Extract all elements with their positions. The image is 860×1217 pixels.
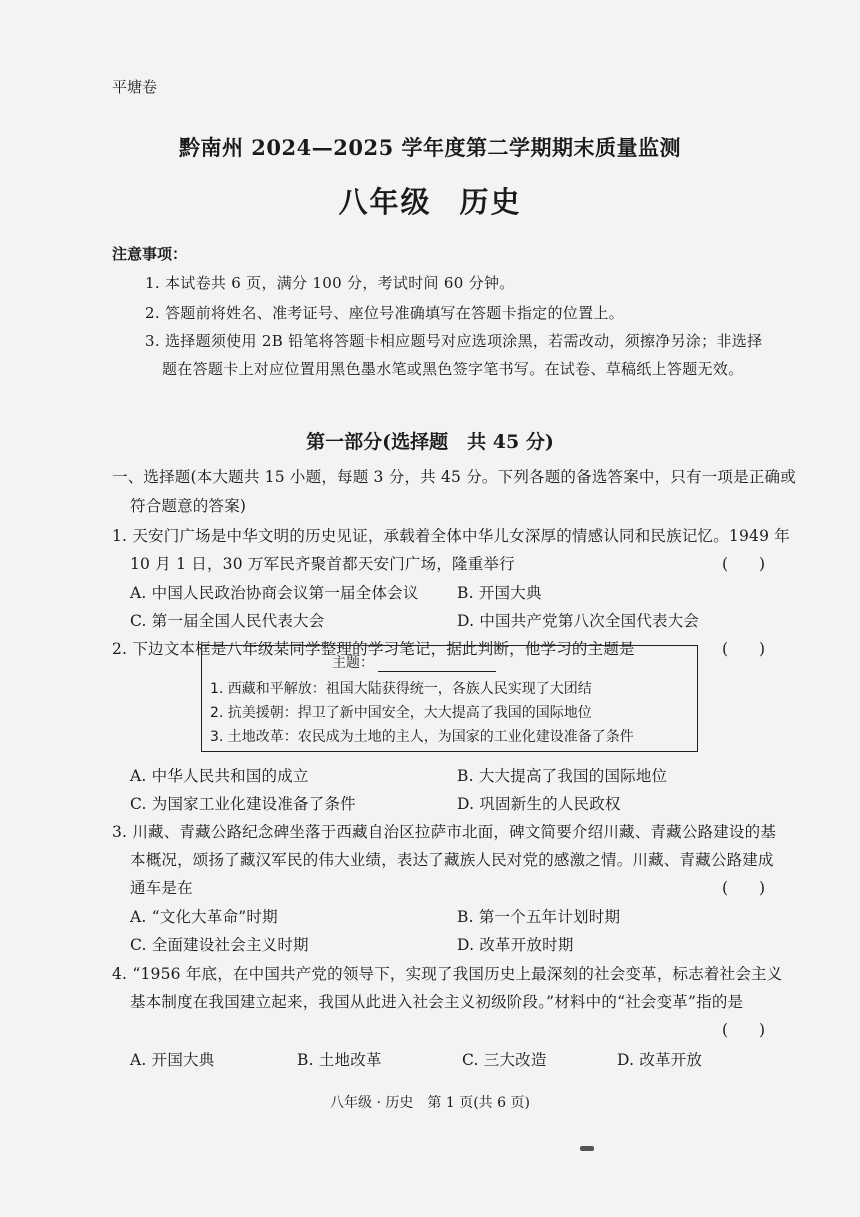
study-notes-box (201, 645, 698, 752)
page-footer: 八年级 · 历史 第 1 页(共 6 页) (330, 1095, 530, 1111)
question-3-option-d: D. 改革开放时期 (457, 936, 574, 954)
theme-blank (378, 657, 496, 672)
question-3-option-c: C. 全面建设社会主义时期 (130, 936, 309, 954)
notice-item: 2. 答题前将姓名、准考证号、座位号准确填写在答题卡指定的位置上。 (145, 304, 624, 322)
notes-line: 1. 西藏和平解放：祖国大陆获得统一，各族人民实现了大团结 (210, 681, 592, 697)
notice-item: 1. 本试卷共 6 页，满分 100 分，考试时间 60 分钟。 (145, 274, 515, 292)
notes-theme (332, 652, 496, 672)
question-4-stem: 4. “1956 年底，在中国共产党的领导下，实现了我国历史上最深刻的社会变革，标志着社会主义 (112, 965, 783, 983)
question-3-stem-cont: 通车是在 (130, 879, 193, 897)
grade-label: 八年级 (338, 185, 432, 219)
question-4-option-d: D. 改革开放 (617, 1051, 703, 1069)
question-1-option-a: A. 中国人民政治协商会议第一届全体会议 (130, 584, 419, 602)
section-instruction: 一、选择题(本大题共 15 小题，每题 3 分，共 45 分。下列各题的备选答案中，只有一项是正确或 (112, 468, 796, 486)
question-1-option-c: C. 第一届全国人民代表大会 (130, 612, 325, 630)
part-one-title: 第一部分(选择题 共 45 分) (306, 431, 554, 453)
subject-label: 历史 (459, 185, 522, 219)
answer-bracket: ( ) (722, 555, 766, 573)
question-2-option-c: C. 为国家工业化建设准备了条件 (130, 795, 356, 813)
question-1-stem-cont: 10 月 1 日，30 万军民齐聚首都天安门广场，隆重举行 (130, 555, 515, 573)
question-1-stem: 1. 天安门广场是中华文明的历史见证，承载着全体中华儿女深厚的情感认同和民族记忆。1949 年 (112, 527, 790, 545)
question-4-option-a: A. 开国大典 (130, 1051, 215, 1069)
grade-subject-heading (0, 180, 860, 221)
notes-line: 3. 土地改革：农民成为土地的主人，为国家的工业化建设准备了条件 (210, 729, 634, 745)
answer-bracket: ( ) (722, 1021, 766, 1039)
notice-item: 题在答题卡上对应位置用黑色墨水笔或黑色签字笔书写。在试卷、草稿纸上答题无效。 (162, 360, 744, 378)
question-2-option-a: A. 中华人民共和国的成立 (130, 767, 309, 785)
ink-mark (580, 1146, 594, 1151)
notice-item: 3. 选择题须使用 2B 铅笔将答题卡相应题号对应选项涂黑，若需改动，须擦净另涂；非选择 (145, 332, 763, 350)
answer-bracket: ( ) (722, 640, 766, 658)
exam-title: 黔南州 2024—2025 学年度第二学期期末质量监测 (178, 135, 681, 160)
question-1-option-d: D. 中国共产党第八次全国代表大会 (457, 612, 700, 630)
paper-label: 平塘卷 (112, 78, 158, 96)
question-4-option-b: B. 土地改革 (297, 1051, 382, 1069)
question-2-option-b: B. 大大提高了我国的国际地位 (457, 767, 668, 785)
notes-line: 2. 抗美援朝：捍卫了新中国安全，大大提高了我国的国际地位 (210, 705, 592, 721)
question-3-option-b: B. 第一个五年计划时期 (457, 908, 621, 926)
question-2-stem: 2. 下边文本框是八年级某同学整理的学习笔记，据此判断，他学习的主题是 (112, 640, 635, 658)
question-4-option-c: C. 三大改造 (462, 1051, 547, 1069)
question-3-stem: 3. 川藏、青藏公路纪念碑坐落于西藏自治区拉萨市北面，碑文简要介绍川藏、青藏公路建设的基 (112, 823, 777, 841)
answer-bracket: ( ) (722, 879, 766, 897)
question-3-option-a: A. “文化大革命”时期 (130, 908, 278, 926)
section-instruction-cont: 符合题意的答案) (130, 497, 247, 515)
notice-title: 注意事项： (112, 245, 188, 263)
question-2-option-d: D. 巩固新生的人民政权 (457, 795, 621, 813)
question-4-stem-cont: 基本制度在我国建立起来，我国从此进入社会主义初级阶段。”材料中的“社会变革”指的是 (130, 993, 744, 1011)
notes-theme-label: 主题： (332, 655, 374, 671)
question-3-stem-cont: 本概况，颂扬了藏汉军民的伟大业绩，表达了藏族人民对党的感激之情。川藏、青藏公路建成 (130, 851, 774, 869)
question-1-option-b: B. 开国大典 (457, 584, 542, 602)
